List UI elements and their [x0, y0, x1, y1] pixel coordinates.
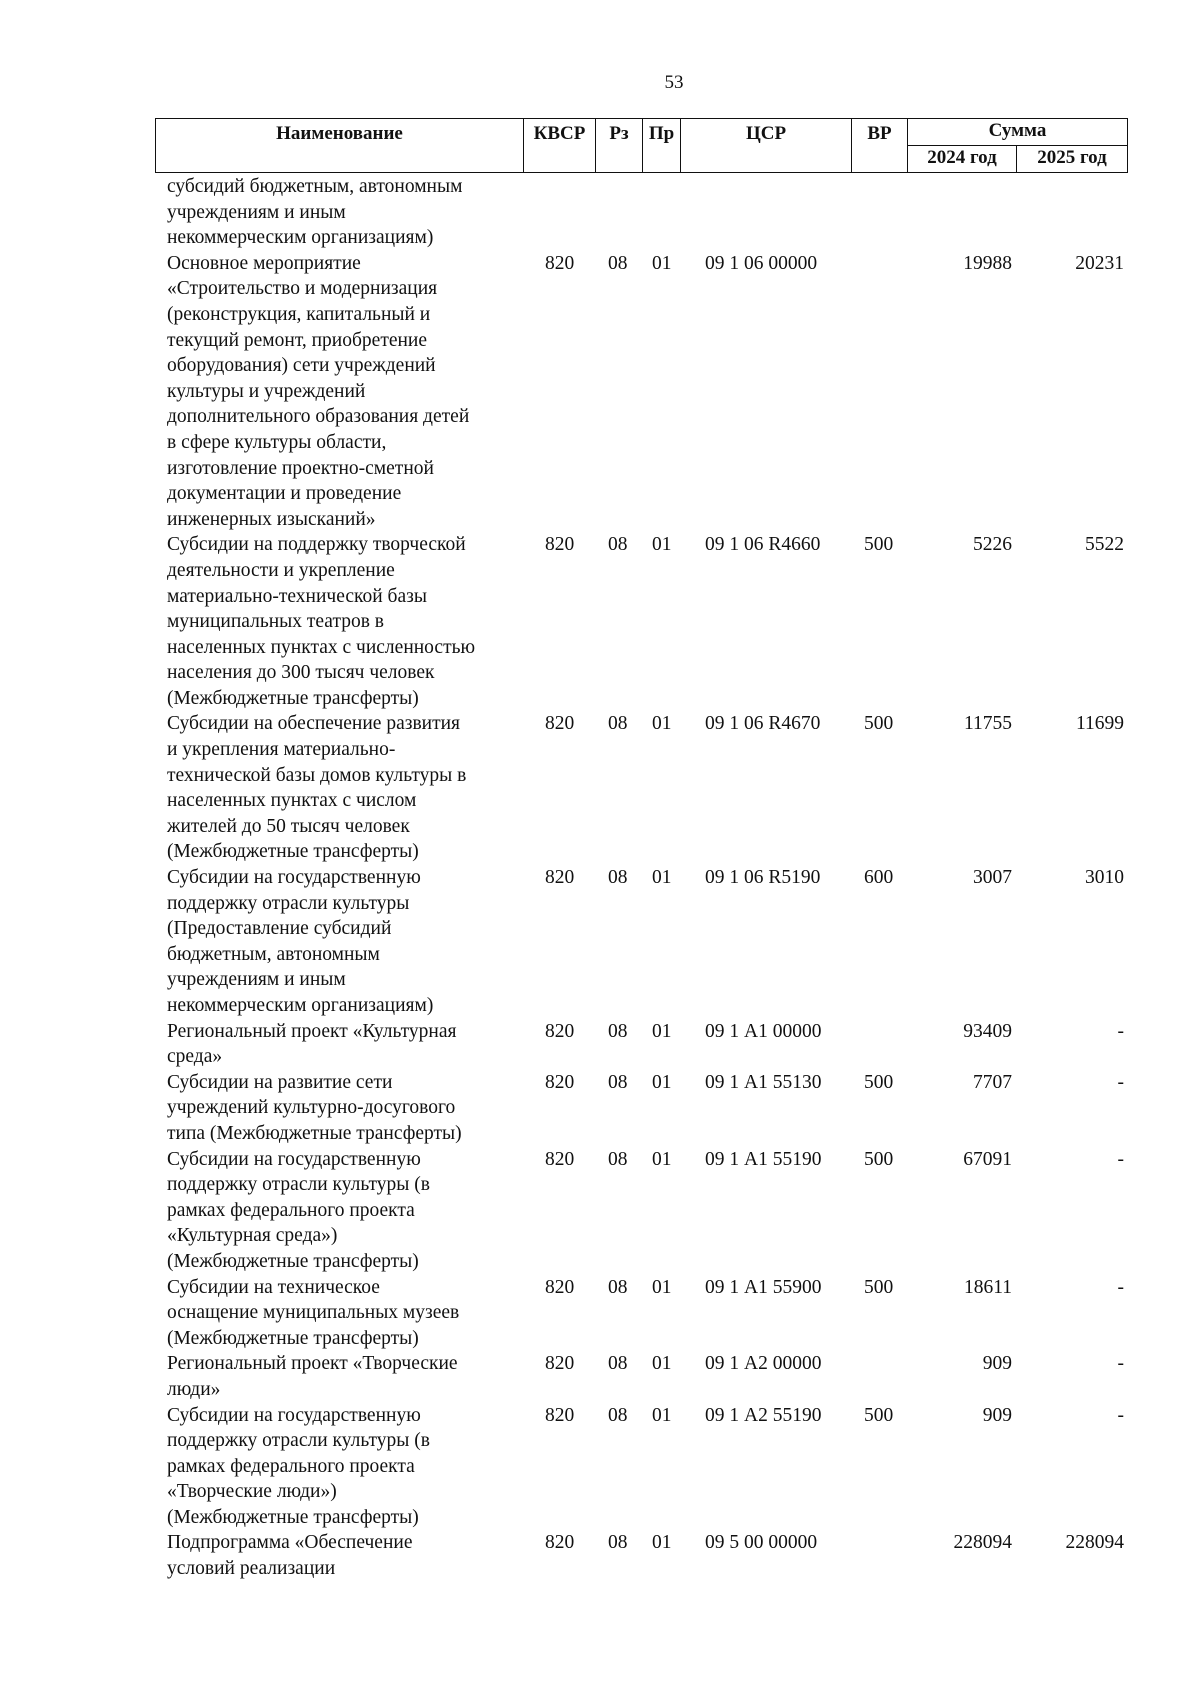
row-csr: 09 1 06 R5190: [705, 867, 821, 889]
table-row: [0, 1019, 1200, 1070]
row-csr: 09 1 А1 00000: [705, 1020, 822, 1042]
row-pr: 01: [652, 534, 672, 556]
row-name: Основное мероприятие «Строительство и модернизация (реконструкция, капитальный и текущий ремонт, приобретение оборудования) сети учреждений культуры и учреждений дополнительного образования детей в сфере культуры области, изготовление проектно-сметной документации и проведение инженерных изысканий»: [167, 252, 470, 530]
row-sum-2024: 909: [982, 1353, 1012, 1375]
row-csr: 09 5 00 00000: [705, 1532, 818, 1554]
row-vr: 500: [864, 713, 894, 735]
header-year-2024: 2024 год: [908, 146, 1017, 173]
row-pr: 01: [652, 1276, 672, 1298]
row-vr: 500: [864, 534, 894, 556]
row-kvsr: 820: [545, 1404, 575, 1426]
row-name: Субсидии на поддержку творческой деятельности и укрепление материально-технической базы муниципальных театров в населенных пунктах с численностью населения до 300 тысяч человек (Межбюджетные трансферты): [167, 534, 476, 709]
row-sum-2024: 3007: [973, 867, 1012, 889]
row-sum-2024: 7707: [973, 1071, 1012, 1093]
row-sum-2024: 909: [982, 1404, 1012, 1426]
row-name: Региональный проект «Творческие люди»: [167, 1353, 458, 1400]
row-pr: 01: [652, 1532, 672, 1554]
table-row: [0, 1530, 1200, 1581]
budget-table-body: [0, 174, 1200, 1582]
row-pr: 01: [652, 1353, 672, 1375]
page-number: 53: [664, 72, 684, 93]
row-csr: 09 1 06 R4660: [705, 534, 821, 556]
header-vr: ВР: [852, 119, 908, 173]
row-name: Субсидии на государственную поддержку отрасли культуры (в рамках федерального проекта «Культурная среда») (Межбюджетные трансферты): [167, 1148, 430, 1272]
row-csr: 09 1 А1 55130: [705, 1071, 822, 1093]
header-pr: Пр: [643, 119, 681, 173]
row-kvsr: 820: [545, 252, 575, 274]
row-vr: 500: [864, 1071, 894, 1093]
row-sum-2025: 11699: [1075, 713, 1124, 735]
row-sum-2024: 93409: [963, 1020, 1012, 1042]
row-csr: 09 1 А2 55190: [705, 1404, 822, 1426]
header-kvsr: КВСР: [524, 119, 596, 173]
row-rz: 08: [608, 713, 628, 735]
row-pr: 01: [652, 1071, 672, 1093]
table-row: [0, 532, 1200, 711]
header-name: Наименование: [156, 119, 524, 173]
row-pr: 01: [652, 1404, 672, 1426]
row-name: Субсидии на развитие сети учреждений культурно-досугового типа (Межбюджетные трансферты): [167, 1071, 462, 1144]
row-kvsr: 820: [545, 1071, 575, 1093]
row-vr: 500: [864, 1276, 894, 1298]
table-row: [0, 251, 1200, 533]
row-sum-2025: -: [1117, 1020, 1124, 1042]
row-rz: 08: [608, 1353, 628, 1375]
row-sum-2024: 228094: [953, 1532, 1012, 1554]
row-kvsr: 820: [545, 1276, 575, 1298]
table-row: [0, 865, 1200, 1019]
row-vr: 500: [864, 1148, 894, 1170]
row-csr: 09 1 А1 55190: [705, 1148, 822, 1170]
row-kvsr: 820: [545, 1020, 575, 1042]
header-rz: Рз: [596, 119, 643, 173]
row-sum-2024: 67091: [963, 1148, 1012, 1170]
row-csr: 09 1 06 R4670: [705, 713, 821, 735]
row-vr: 500: [864, 1404, 894, 1426]
row-pr: 01: [652, 252, 672, 274]
row-kvsr: 820: [545, 1148, 575, 1170]
row-rz: 08: [608, 1404, 628, 1426]
table-header: [155, 118, 1128, 173]
row-sum-2024: 18611: [963, 1276, 1012, 1298]
table-row: [0, 1070, 1200, 1147]
row-name: Региональный проект «Культурная среда»: [167, 1020, 457, 1068]
row-kvsr: 820: [545, 867, 575, 889]
row-pr: 01: [652, 1020, 672, 1042]
row-csr: 09 1 А2 00000: [705, 1353, 822, 1375]
row-name: Субсидии на государственную поддержку отрасли культуры (в рамках федерального проекта «Творческие люди») (Межбюджетные трансферты): [167, 1404, 430, 1528]
table-row: [0, 1403, 1200, 1531]
row-rz: 08: [608, 867, 628, 889]
row-sum-2024: 5226: [973, 534, 1012, 556]
header-csr: ЦСР: [681, 119, 852, 173]
row-name: Субсидии на техническое оснащение муниципальных музеев (Межбюджетные трансферты): [167, 1276, 460, 1349]
row-pr: 01: [652, 713, 672, 735]
row-rz: 08: [608, 1071, 628, 1093]
row-name: Субсидии на государственную поддержку отрасли культуры (Предоставление субсидий бюджетным, автономным учреждениям и иным некоммерческим организациям): [167, 867, 434, 1016]
header-year-2025: 2025 год: [1017, 146, 1128, 173]
row-pr: 01: [652, 867, 672, 889]
table-row: [0, 711, 1200, 865]
row-kvsr: 820: [545, 713, 575, 735]
row-name: Подпрограмма «Обеспечение условий реализации: [167, 1532, 413, 1580]
row-kvsr: 820: [545, 534, 575, 556]
row-vr: 600: [864, 867, 894, 889]
row-sum-2025: -: [1117, 1071, 1124, 1093]
row-rz: 08: [608, 534, 628, 556]
header-sum: Сумма: [908, 119, 1128, 146]
table-row: [0, 1147, 1200, 1275]
row-sum-2025: 228094: [1065, 1532, 1124, 1554]
row-rz: 08: [608, 1276, 628, 1298]
row-rz: 08: [608, 252, 628, 274]
row-name: Субсидии на обеспечение развития и укрепления материально- технической базы домов культуры в населенных пунктах с числом жителей до 50 тысяч человек (Межбюджетные трансферты): [167, 713, 467, 863]
table-row: [0, 1275, 1200, 1352]
row-sum-2025: 5522: [1085, 534, 1124, 556]
row-rz: 08: [608, 1020, 628, 1042]
row-sum-2025: -: [1117, 1353, 1124, 1375]
row-name: субсидий бюджетным, автономным учреждениям и иным некоммерческим организациям): [167, 176, 463, 249]
row-kvsr: 820: [545, 1532, 575, 1554]
table-row: [0, 174, 1200, 251]
row-rz: 08: [608, 1532, 628, 1554]
row-sum-2024: 19988: [963, 252, 1012, 274]
row-pr: 01: [652, 1148, 672, 1170]
row-sum-2025: -: [1117, 1148, 1124, 1170]
row-sum-2025: -: [1117, 1276, 1124, 1298]
row-rz: 08: [608, 1148, 628, 1170]
row-kvsr: 820: [545, 1353, 575, 1375]
row-sum-2025: 20231: [1075, 252, 1124, 274]
row-csr: 09 1 А1 55900: [705, 1276, 822, 1298]
table-row: [0, 1351, 1200, 1402]
row-sum-2025: -: [1117, 1404, 1124, 1426]
row-sum-2025: 3010: [1085, 867, 1124, 889]
row-csr: 09 1 06 00000: [705, 252, 818, 274]
row-sum-2024: 11755: [963, 713, 1012, 735]
